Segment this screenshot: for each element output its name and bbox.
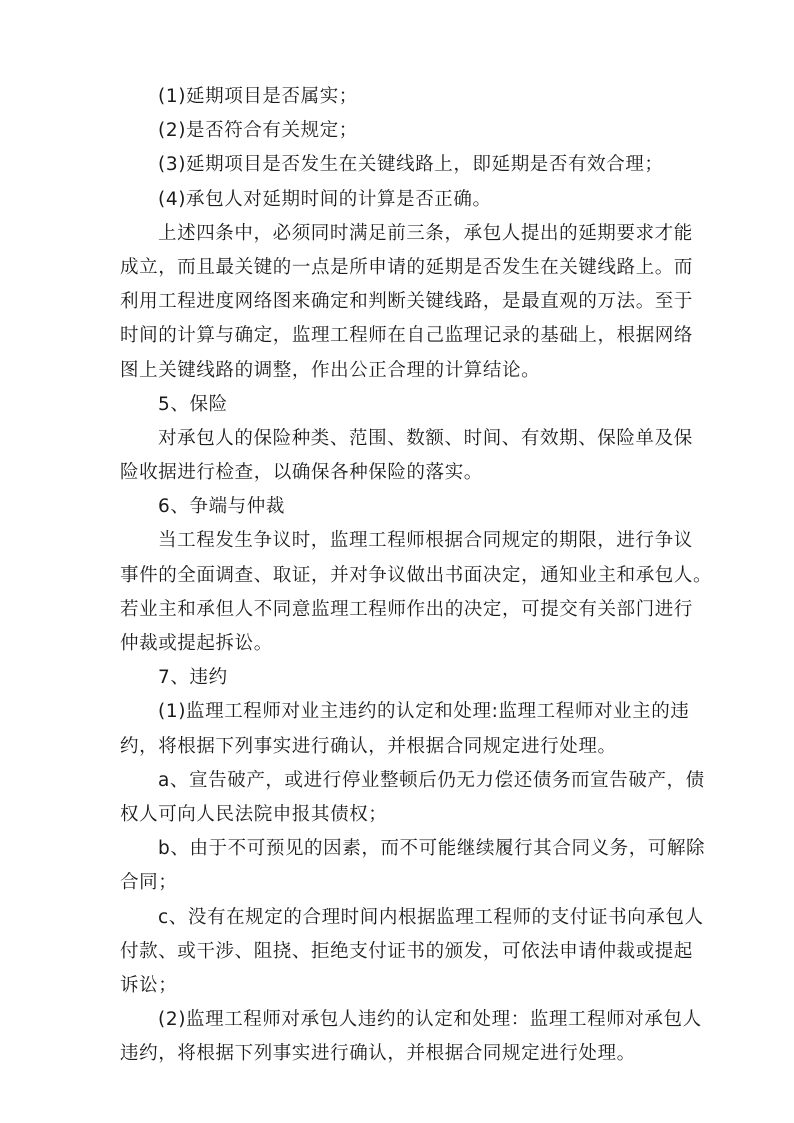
text-line: (1)监理工程师对业主违约的认定和处理:监理工程师对业主的违 <box>158 701 690 723</box>
text-line: c、没有在规定的合理时间内根据监理工程师的支付证书向承包人 <box>158 906 704 928</box>
text-line: 成立，而且最关键的一点是所申请的延期是否发生在关键线路上。而 <box>120 256 694 278</box>
text-line: 权人可向人民法院申报其债权； <box>120 803 388 825</box>
text-line: b、由于不可预见的因素，而不可能继续履行其合同义务，可解除 <box>158 838 706 860</box>
text-line: (2)是否符合有关规定； <box>158 120 358 142</box>
text-line: a、宣告破产，或进行停业整顿后仍无力偿还债务而宣告破产，债 <box>158 769 705 791</box>
text-line: 6、争端与仲裁 <box>158 496 285 518</box>
text-line: 约，将根据下列事实进行确认，并根据合同规定进行处理。 <box>120 735 617 757</box>
text-line: 合同； <box>120 872 178 894</box>
text-line: 仲裁或提起拆讼。 <box>120 633 273 654</box>
document-body <box>120 80 713 1071</box>
text-line: 若业主和承但人不同意监理工程师作出的决定，可提交有关部门进行 <box>120 598 694 620</box>
text-line: 图上关键线路的调整，作出公正合理的计算结论。 <box>120 359 541 381</box>
text-line: 7、违约 <box>158 667 228 689</box>
text-line: 上述四条中，必须同时满足前三条，承包人提出的延期要求才能 <box>158 222 693 244</box>
text-line: 付款、或干涉、阻挠、拒绝支付证书的颁发，可依法申请仲裁或提起 <box>120 940 694 962</box>
text-line: 事件的全面调查、取证，并对争议做出书面决定，通知业主和承包人。 <box>120 564 713 586</box>
text-line: (1)延期项目是否属实； <box>158 86 358 107</box>
text-line: 诉讼； <box>120 974 178 996</box>
text-line: 时间的计算与确定，监理工程师在自己监理记录的基础上，根据网络 <box>120 325 694 347</box>
text-line: (2)监理工程师对承包人违约的认定和处理：监理工程师对承包人 <box>158 1009 702 1031</box>
text-line: 险收据进行检查，以确保各种保险的落实。 <box>120 462 483 484</box>
text-line: (4)承包人对延期时间的计算是否正确。 <box>158 188 492 210</box>
text-line: 对承包人的保险种类、范围、数额、时间、有效期、保险单及保 <box>158 427 693 449</box>
text-line: (3)延期项目是否发生在关键线路上，即延期是否有效合理； <box>158 154 664 176</box>
text-line: 5、保险 <box>158 393 228 415</box>
text-line: 当工程发生争议时，监理工程师根据合同规定的期限，进行争议 <box>158 530 693 552</box>
text-line: 违约，将根据下列事实进行确认，并根据合同规定进行处理。 <box>120 1043 636 1065</box>
text-line: 利用工程进度网络图来确定和判断关键线路，是最直观的万法。至于 <box>120 291 694 313</box>
